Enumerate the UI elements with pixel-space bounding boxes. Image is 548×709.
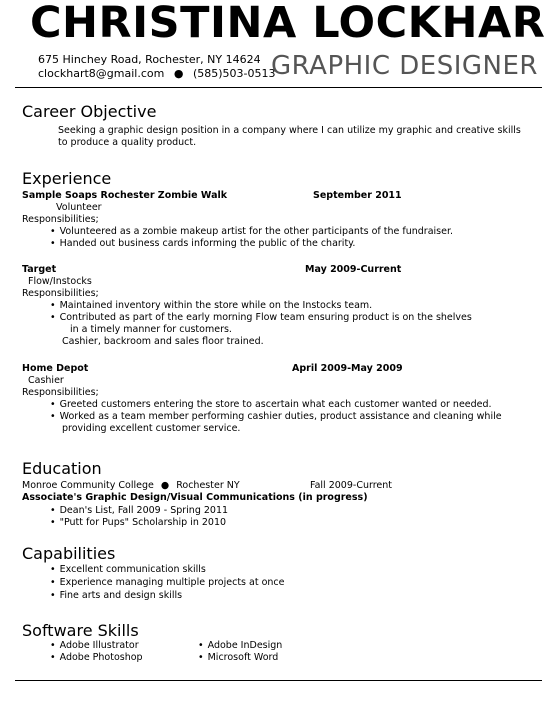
footer-divider xyxy=(15,680,542,681)
heading-experience: Experience xyxy=(22,169,112,188)
list-item: • Dean's List, Fall 2009 - Spring 2011 xyxy=(50,505,228,517)
job-employer: Target xyxy=(22,264,57,275)
list-item: • Adobe Illustrator xyxy=(50,640,139,652)
list-item: • Microsoft Word xyxy=(198,652,278,664)
heading-education: Education xyxy=(22,459,102,478)
list-item: • Fine arts and design skills xyxy=(50,590,182,602)
responsibilities-label: Responsibilities; xyxy=(22,288,99,299)
list-item: • Greeted customers entering the store to ascertain what each customer wanted or needed. xyxy=(50,399,492,411)
list-item: • "Putt for Pups" Scholarship in 2010 xyxy=(50,517,226,529)
list-item: • Worked as a team member performing cashier duties, product assistance and cleaning while xyxy=(50,411,502,423)
school-line xyxy=(22,480,240,492)
job-position: Volunteer xyxy=(56,202,102,213)
job-employer: Home Depot xyxy=(22,363,89,374)
job-position: Flow/Instocks xyxy=(28,276,92,287)
list-item-continuation: in a timely manner for customers. xyxy=(70,324,232,335)
address: 675 Hinchey Road, Rochester, NY 14624 xyxy=(38,53,261,66)
responsibilities-label: Responsibilities; xyxy=(22,214,99,225)
job-title: GRAPHIC DESIGNER xyxy=(271,51,538,81)
phone: (585)503-0513 xyxy=(192,67,276,80)
responsibilities-label: Responsibilities; xyxy=(22,387,99,398)
heading-capabilities: Capabilities xyxy=(22,544,116,563)
list-item: • Maintained inventory within the store while on the Instocks team. xyxy=(50,300,372,312)
list-item-continuation: Cashier, backroom and sales floor trained. xyxy=(62,336,264,347)
job-date: May 2009-Current xyxy=(305,264,402,275)
list-item: • Experience managing multiple projects at once xyxy=(50,577,285,589)
separator-dot: ● xyxy=(160,480,170,491)
list-item: • Contributed as part of the early morning Flow team ensuring product is on the shelves xyxy=(50,312,472,324)
heading-career-objective: Career Objective xyxy=(22,102,157,121)
education-date: Fall 2009-Current xyxy=(310,480,392,491)
job-position: Cashier xyxy=(28,375,64,386)
list-item: • Adobe Photoshop xyxy=(50,652,143,664)
list-item: • Handed out business cards informing the public of the charity. xyxy=(50,238,355,250)
email: clockhart8@gmail.com xyxy=(38,67,165,80)
objective-line-2: to produce a quality product. xyxy=(58,137,197,148)
heading-software-skills: Software Skills xyxy=(22,621,139,640)
list-item: • Adobe InDesign xyxy=(198,640,282,652)
applicant-name: CHRISTINA LOCKHAR xyxy=(30,0,546,48)
job-employer: Sample Soaps Rochester Zombie Walk xyxy=(22,190,228,201)
degree: Associate's Graphic Design/Visual Communications (in progress) xyxy=(22,492,368,503)
list-item-continuation: providing excellent customer service. xyxy=(62,423,241,434)
separator-dot: ● xyxy=(173,67,184,80)
school-name: Monroe Community College xyxy=(22,480,154,491)
header-divider xyxy=(15,87,542,88)
job-date: September 2011 xyxy=(313,190,402,201)
job-date: April 2009-May 2009 xyxy=(292,363,403,374)
objective-line-1: Seeking a graphic design position in a company where I can utilize my graphic and creative skills xyxy=(58,125,521,136)
list-item: • Excellent communication skills xyxy=(50,564,206,576)
school-location: Rochester NY xyxy=(176,480,240,491)
contact-line xyxy=(38,67,276,80)
list-item: • Volunteered as a zombie makeup artist for the other participants of the fundraiser. xyxy=(50,226,453,238)
